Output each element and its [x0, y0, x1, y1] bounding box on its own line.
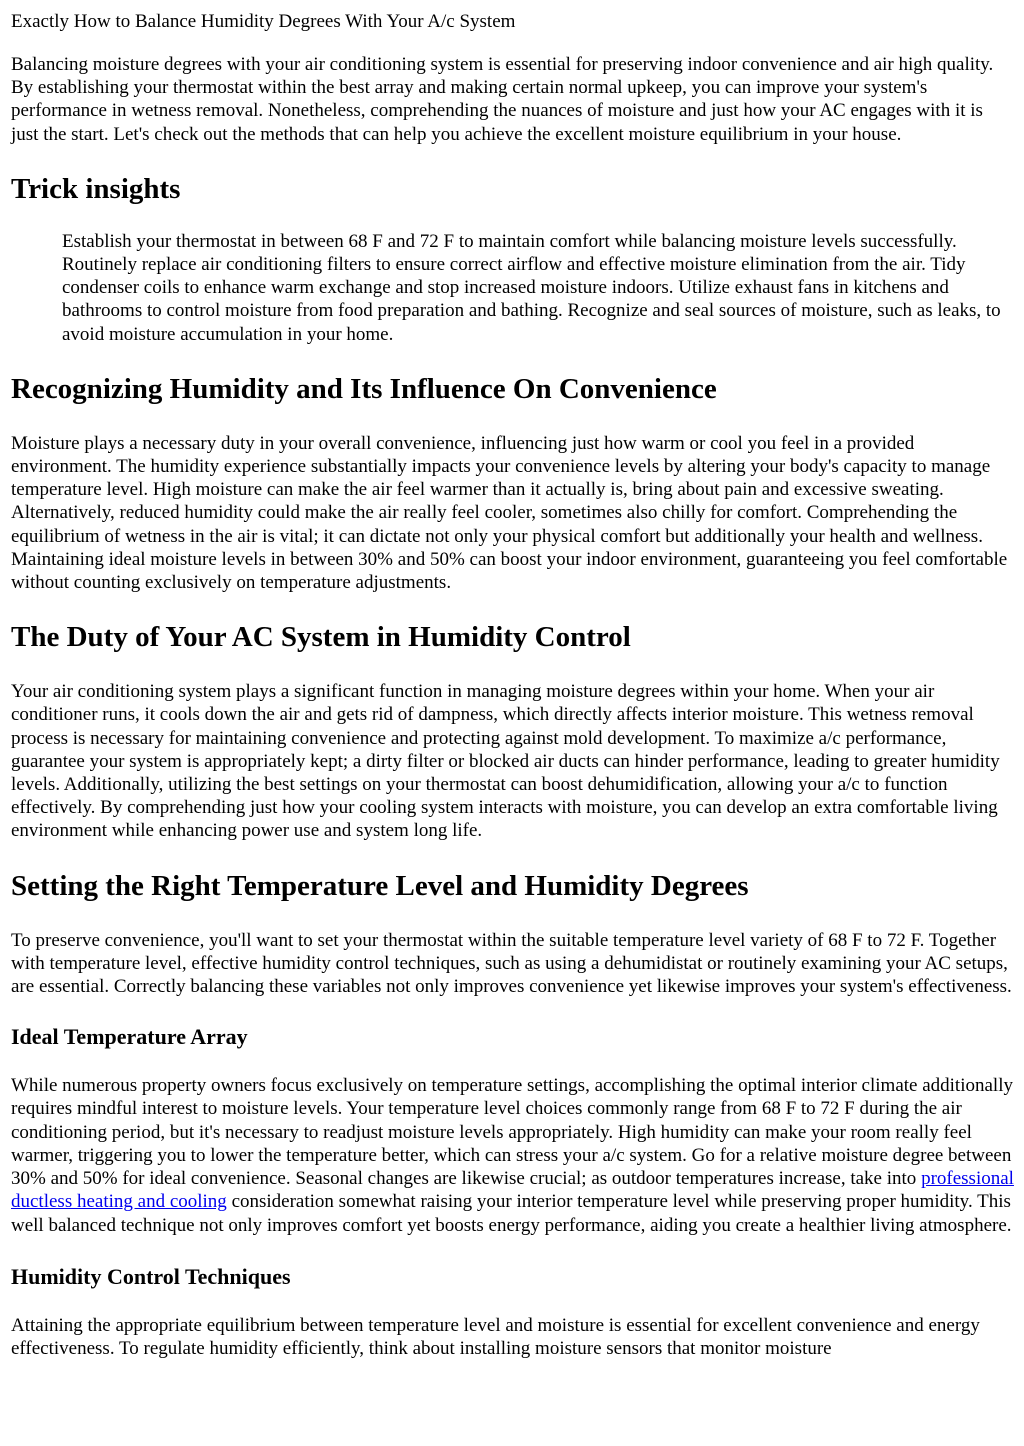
ideal-temperature-heading: Ideal Temperature Array: [11, 1024, 248, 1050]
document-title: Exactly How to Balance Humidity Degrees With Your A/c System: [11, 11, 516, 32]
recognizing-humidity-paragraph: Moisture plays a necessary duty in your overall convenience, influencing just how warm or cool you feel in a provided environment. The humidity experience substantially impacts your convenience levels by altering your body's capacity to manage temperature level. High moisture can make the air feel warmer than it actually is, bring about pain and excessive sweating. Alternatively, reduced humidity could make the air really feel cooler, sometimes also chilly for comfort. Comprehending the equilibrium of wetness in the air is vital; it can dictate not only your physical comfort but additionally your health and wellness. Maintaining ideal moisture levels in between 30% and 50% can boost your indoor environment, guaranteeing you feel comfortable without counting exclusively on temperature adjustments.: [11, 432, 1008, 594]
ac-system-role-paragraph: Your air conditioning system plays a significant function in managing moisture degrees within your home. When your air conditioner runs, it cools down the air and gets rid of dampness, which directly affects interior moisture. This wetness removal process is necessary for maintaining convenience and protecting against mold development. To maximize a/c performance, guarantee your system is appropriately kept; a dirty filter or blocked air ducts can hinder performance, leading to greater humidity levels. Additionally, utilizing the best settings on your thermostat can boost dehumidification, allowing your a/c to function effectively. By comprehending just how your cooling system interacts with moisture, you can develop an extra comfortable living environment while enhancing power use and system long life.: [11, 681, 1000, 842]
key-insights-heading: Trick insights: [11, 172, 181, 205]
ac-system-role-heading: The Duty of Your AC System in Humidity Control: [11, 621, 631, 654]
ideal-text-after-link: consideration somewhat raising your interior temperature level while preserving proper humidity. This well balanced technique not only improves comfort yet boosts energy performance, aiding you create a healthier living atmosphere.: [11, 1191, 1012, 1236]
setting-temperature-paragraph: To preserve convenience, you'll want to set your thermostat within the suitable temperature level variety of 68 F to 72 F. Together with temperature level, effective humidity control techniques, such as using a dehumidistat or routinely examining your AC setups, are essential. Correctly balancing these variables not only improves convenience yet likewise improves your system's effectiveness.: [11, 929, 1012, 998]
humidity-control-heading: Humidity Control Techniques: [11, 1263, 291, 1289]
intro-paragraph: Balancing moisture degrees with your air conditioning system is essential for preserving indoor convenience and air high quality. By establishing your thermostat within the best array and making certain normal upkeep, you can improve your system's performance in wetness removal. Nonetheless, comprehending the nuances of moisture and just how your AC engages with it is just the start. Let's check out the methods that can help you achieve the excellent moisture equilibrium in your house.: [11, 54, 994, 145]
humidity-control-paragraph: Attaining the appropriate equilibrium between temperature level and moisture is essential for excellent convenience and energy effectiveness. To regulate humidity efficiently, think about installing moisture sensors that monitor moisture: [11, 1314, 980, 1359]
ideal-text-before-link: While numerous property owners focus exclusively on temperature settings, accomplishing the optimal interior climate additionally requires mindful interest to moisture levels. Your temperature level choices commonly range from 68 F to 72 F during the air conditioning period, but it's necessary to readjust moisture levels appropriately. High humidity can make your room really feel warmer, triggering you to lower the temperature better, which can stress your a/c system. Go for a relative moisture degree between 30% and 50% for ideal convenience. Seasonal changes are likewise crucial; as outdoor temperatures increase, take into: [11, 1075, 1013, 1190]
ideal-temperature-paragraph: [11, 1074, 1014, 1236]
setting-temperature-heading: Setting the Right Temperature Level and Humidity Degrees: [11, 869, 749, 902]
ductless-heating-cooling-link[interactable]: professional ductless heating and cooling: [11, 1168, 1014, 1213]
key-insights-paragraph: Establish your thermostat in between 68 F and 72 F to maintain comfort while balancing moisture levels successfully. Routinely replace air conditioning filters to ensure correct airflow and effective moisture elimination from the air. Tidy condenser coils to enhance warm exchange and stop increased moisture indoors. Utilize exhaust fans in kitchens and bathrooms to control moisture from food preparation and bathing. Recognize and seal sources of moisture, such as leaks, to avoid moisture accumulation in your home.: [62, 230, 1001, 345]
recognizing-humidity-heading: Recognizing Humidity and Its Influence On Convenience: [11, 372, 717, 405]
